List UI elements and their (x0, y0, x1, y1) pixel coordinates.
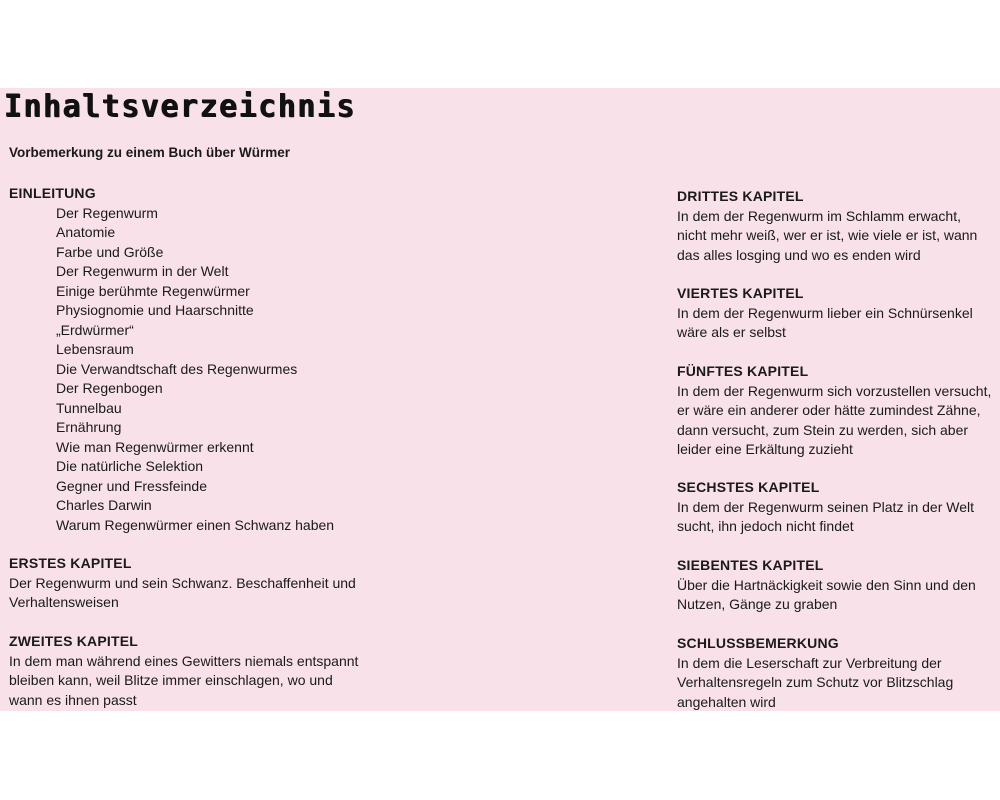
chapter-description-line: wäre als er selbst (677, 324, 786, 340)
chapter-heading: DRITTES KAPITEL (677, 188, 804, 204)
page-title: Inhaltsverzeichnis (4, 88, 357, 125)
chapter-description-line: bleiben kann, weil Blitze immer einschlagen, wo und (9, 672, 333, 688)
chapter-description-line: er wäre ein anderer oder hätte zumindest Zähne, (677, 402, 981, 418)
chapter-description-line: In dem der Regenwurm seinen Platz in der Welt (677, 498, 974, 515)
list-item: Charles Darwin (56, 497, 152, 513)
chapter-heading: SECHSTES KAPITEL (677, 479, 820, 495)
introduction-heading: EINLEITUNG (9, 185, 96, 201)
chapter-description-line: wann es ihnen passt (9, 691, 137, 708)
chapter-7 (677, 556, 1000, 615)
chapter-description-line: sucht, ihn jedoch nicht findet (677, 518, 854, 534)
chapter-heading: SCHLUSSBEMERKUNG (677, 635, 839, 651)
closing-remark (677, 634, 1000, 712)
chapter-description-line: Verhaltensregeln zum Schutz vor Blitzschlag (677, 674, 954, 690)
list-item: Wie man Regenwürmer erkennt (56, 438, 254, 455)
chapter-5 (677, 362, 1000, 460)
list-item: Der Regenwurm in der Welt (56, 263, 229, 279)
chapter-description-line: das alles losging und wo es enden wird (677, 246, 921, 263)
chapter-description-line: In dem der Regenwurm lieber ein Schnürsenkel (677, 304, 973, 321)
chapter-description-line: angehalten wird (677, 693, 776, 710)
chapter-heading: VIERTES KAPITEL (677, 285, 804, 301)
chapter-description-line: Der Regenwurm und sein Schwanz. Beschaffenheit und (9, 574, 356, 591)
chapter-3 (677, 187, 1000, 265)
list-item: Ernährung (56, 419, 122, 435)
chapter-description-line: In dem man während eines Gewitters niemals entspannt (9, 652, 359, 669)
chapter-description-line: Über die Hartnäckigkeit sowie den Sinn und den (677, 576, 976, 593)
list-item: Lebensraum (56, 341, 134, 357)
chapter-description-line: nicht mehr weiß, wer er ist, wie viele er ist, wann (677, 227, 978, 243)
chapter-6 (677, 478, 1000, 537)
chapter-4 (677, 284, 1000, 343)
list-item: Der Regenwurm (56, 204, 158, 221)
toc-panel (0, 88, 1000, 711)
list-item: Die natürliche Selektion (56, 458, 204, 474)
list-item: Physiognomie und Haarschnitte (56, 302, 254, 318)
list-item: Anatomie (56, 224, 116, 240)
chapter-description-line: dann versucht, zum Stein zu werden, sich aber (677, 421, 969, 438)
chapter-description-line: leider eine Erkältung zuzieht (677, 441, 853, 457)
chapter-heading: FÜNFTES KAPITEL (677, 363, 809, 379)
list-item: Die Verwandtschaft des Regenwurmes (56, 360, 298, 377)
chapter-1 (9, 554, 389, 613)
chapter-heading: SIEBENTES KAPITEL (677, 557, 824, 573)
chapter-description-line: Nutzen, Gänge zu graben (677, 596, 838, 612)
list-item: Der Regenbogen (56, 380, 163, 396)
list-item: „Erdwürmer“ (56, 321, 134, 338)
list-item: Tunnelbau (56, 399, 122, 416)
chapter-description-line: In dem der Regenwurm im Schlamm erwacht, (677, 207, 961, 224)
chapter-heading: ZWEITES KAPITEL (9, 633, 138, 649)
list-item: Warum Regenwürmer einen Schwanz haben (56, 516, 335, 533)
list-item: Farbe und Größe (56, 243, 164, 260)
chapter-description-line: In dem der Regenwurm sich vorzustellen versucht, (677, 382, 992, 399)
introduction-section (9, 184, 409, 535)
list-item: Gegner und Fressfeinde (56, 477, 207, 494)
preface-entry: Vorbemerkung zu einem Buch über Würmer (9, 145, 291, 160)
chapter-2 (9, 632, 389, 710)
chapter-description-line: Verhaltensweisen (9, 594, 119, 610)
chapter-description-line: In dem die Leserschaft zur Verbreitung der (677, 654, 942, 671)
introduction-list (9, 204, 409, 536)
chapter-heading: ERSTES KAPITEL (9, 555, 132, 571)
list-item: Einige berühmte Regenwürmer (56, 282, 250, 299)
